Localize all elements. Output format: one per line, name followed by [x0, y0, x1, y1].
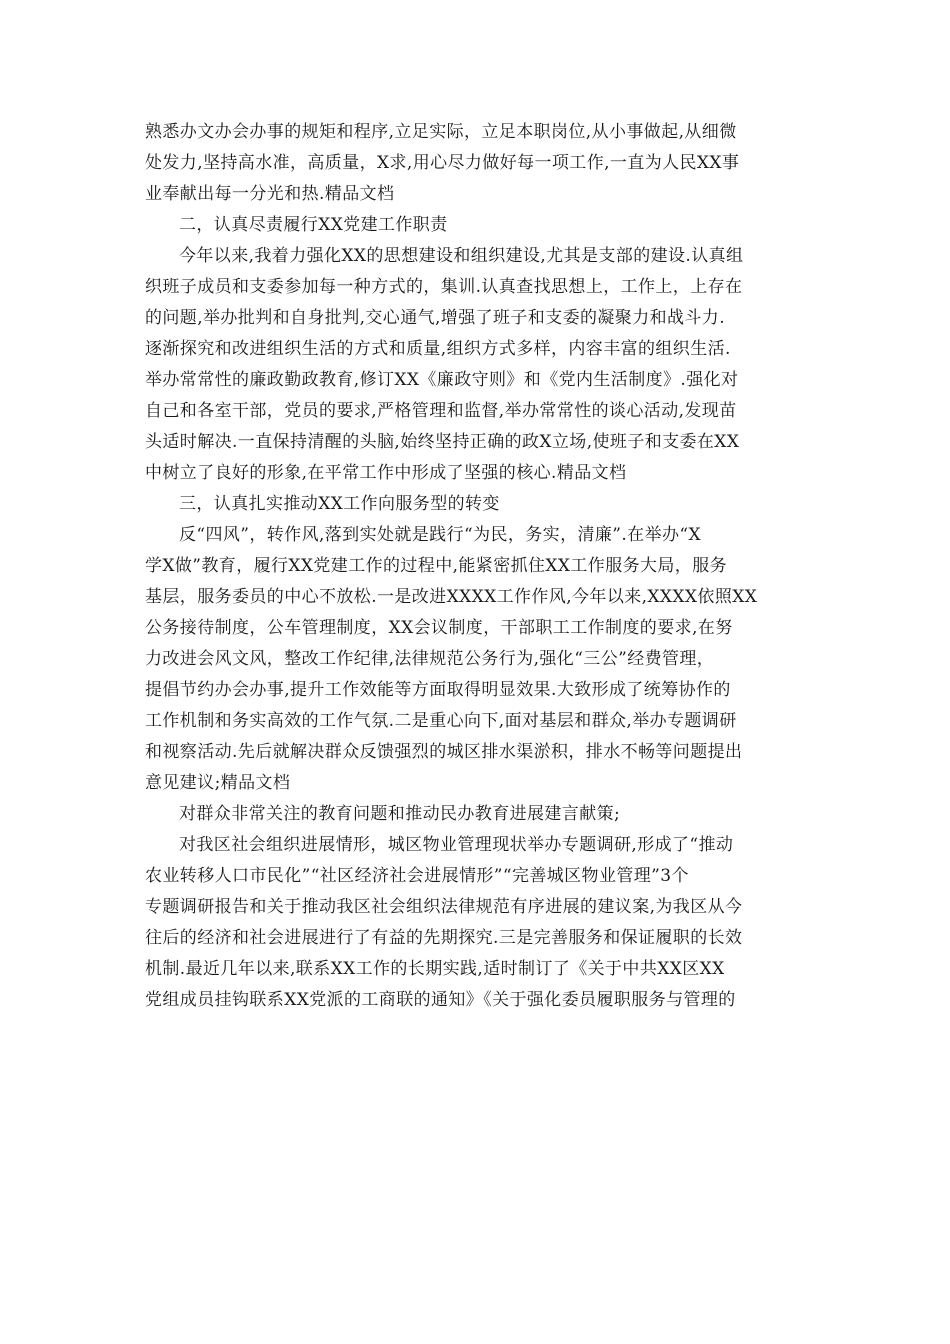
text-line: 往后的经济和社会进展进行了有益的先期探究.三是完善服务和保证履职的长效: [145, 928, 743, 948]
text-line: 头适时解决.一直保持清醒的头脑,始终坚持正确的政X立场,使班子和支委在XX: [145, 432, 740, 452]
text-line: 二，认真尽责履行XX党建工作职责: [179, 215, 448, 235]
text-line: 反“四风”，转作风,落到实处就是践行“为民，务实，清廉”.在举办“X: [179, 525, 701, 545]
text-line: 专题调研报告和关于推动我区社会组织法律规范有序进展的建议案,为我区从今: [145, 897, 743, 917]
text-line: 意见建议;精品文档: [145, 773, 291, 793]
text-line: 提倡节约办会办事,提升工作效能等方面取得明显效果.大致形成了统筹协作的: [145, 680, 731, 700]
text-line: 自己和各室干部，党员的要求,严格管理和监督,举办常常性的谈心活动,发现苗: [145, 401, 737, 421]
text-line: 学X做”教育，履行XX党建工作的过程中,能紧密抓住XX工作服务大局，服务: [145, 556, 728, 576]
text-line: 公务接待制度，公车管理制度，XX会议制度，干部职工工作制度的要求,在努: [145, 618, 733, 638]
text-line: 农业转移人口市民化”“社区经济社会进展情形”“完善城区物业管理”3个: [145, 866, 689, 886]
text-line: 业奉献出每一分光和热.精品文档: [145, 184, 395, 204]
text-line: 对我区社会组织进展情形，城区物业管理现状举办专题调研,形成了“推动: [179, 835, 734, 855]
text-line: 工作机制和务实高效的工作气氛.二是重心向下,面对基层和群众,举办专题调研: [145, 711, 737, 731]
text-line: 织班子成员和支委参加每一种方式的，集训.认真查找思想上，工作上，上存在: [145, 277, 743, 297]
text-line: 基层，服务委员的中心不放松.一是改进XXXX工作作风,今年以来,XXXX依照XX: [145, 587, 758, 607]
text-line: 三，认真扎实推动XX工作向服务型的转变: [179, 494, 500, 514]
text-line: 熟悉办文办会办事的规矩和程序,立足实际，立足本职岗位,从小事做起,从细微: [145, 122, 737, 142]
text-line: 力改进会风文风，整改工作纪律,法律规范公务行为,强化“三公”经费管理，: [145, 649, 715, 669]
text-line: 处发力,坚持高水准，高质量，X求,用心尽力做好每一项工作,一直为人民XX事: [145, 153, 740, 173]
text-line: 今年以来,我着力强化XX的思想建设和组织建设,尤其是支部的建设.认真组: [179, 246, 744, 266]
text-line: 中树立了良好的形象,在平常工作中形成了坚强的核心.精品文档: [145, 463, 627, 483]
text-line: 逐渐探究和改进组织生活的方式和质量,组织方式多样，内容丰富的组织生活.: [145, 339, 731, 359]
document-body: [145, 117, 810, 1016]
text-line: 和视察活动.先后就解决群众反馈强烈的城区排水渠淤积，排水不畅等问题提出: [145, 742, 743, 762]
text-line: 举办常常性的廉政勤政教育,修订XX《廉政守则》和《党内生活制度》.强化对: [145, 370, 739, 390]
text-line: 对群众非常关注的教育问题和推动民办教育进展建言献策;: [179, 804, 621, 824]
text-line: 党组成员挂钩联系XX党派的工商联的通知》《关于强化委员履职服务与管理的: [145, 990, 736, 1010]
text-line: 的问题,举办批判和自身批判,交心通气,增强了班子和支委的凝聚力和战斗力.: [145, 308, 726, 328]
text-line: 机制.最近几年以来,联系XX工作的长期实践,适时制订了《关于中共XX区XX: [145, 959, 725, 979]
